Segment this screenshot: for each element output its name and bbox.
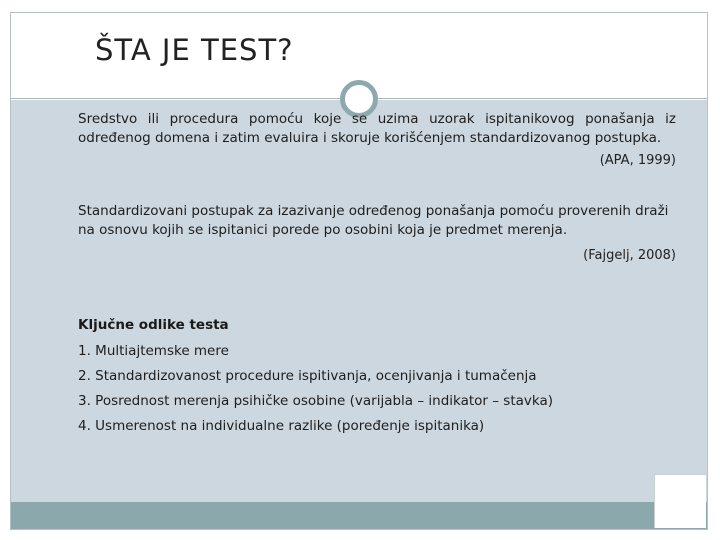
features-heading: Ključne odlike testa	[78, 317, 229, 333]
definition-fajgelj-text: Standardizovani postupak za izazivanje određenog ponašanja pomoću proverenih draži na osnovu kojih se ispitanici porede po osobini koja je predmet merenja.	[78, 203, 669, 238]
feature-item: 4. Usmerenost na individualne razlike (poređenje ispitanika)	[78, 418, 485, 434]
corner-box	[654, 474, 706, 528]
definition-fajgelj-citation: (Fajgelj, 2008)	[583, 248, 676, 263]
definition-apa-text: Sredstvo ili procedura pomoću koje se uzima uzorak ispitanikovog ponašanja iz određenog domena i zatim evaluira i skoruje korišćenjem standardizovanog postupka.	[78, 111, 676, 146]
bottom-accent-bar	[11, 502, 707, 529]
definition-apa-citation: (APA, 1999)	[599, 153, 676, 168]
slide-title: ŠTA JE TEST?	[95, 33, 294, 67]
feature-item: 2. Standardizovanost procedure ispitivanja, ocenjivanja i tumačenja	[78, 368, 537, 384]
feature-item: 3. Posrednost merenja psihičke osobine (varijabla – indikator – stavka)	[78, 393, 554, 409]
feature-item: 1. Multiajtemske mere	[78, 343, 229, 359]
